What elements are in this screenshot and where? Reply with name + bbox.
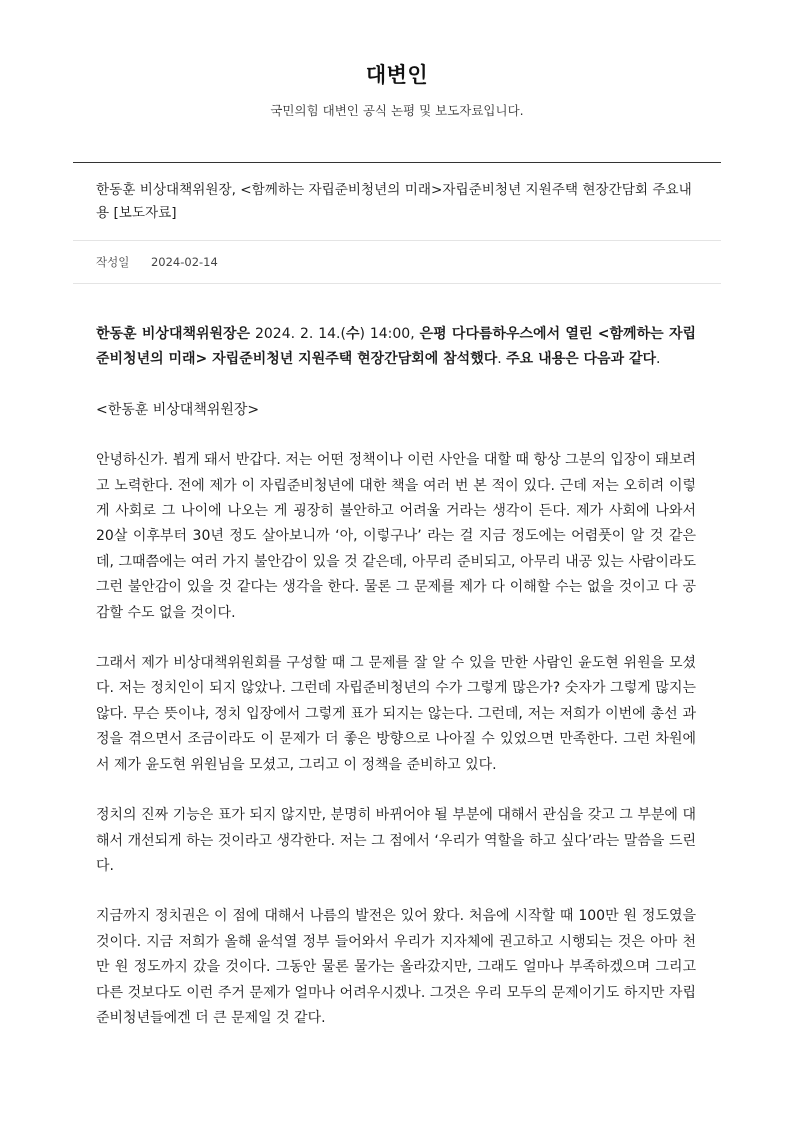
post-date: 2024-02-14 (150, 255, 218, 269)
intro-summary: 주요 내용은 다음과 같다 (506, 351, 657, 368)
intro-time: ) 14:00, (359, 326, 420, 342)
meta-divider (73, 283, 721, 284)
intro-weekday: 수 (345, 326, 360, 342)
body-paragraph-4: 지금까지 정치권은 이 점에 대해서 나름의 발전은 있어 왔다. 처음에 시작할 때 100만 원 정도였을 것이다. 지금 저희가 올해 윤석열 정부 들어와서 우리가 지자체에 권고하고 시행되는 것은 아마 천만 원 정도까지 갔을 것이다. 그동안 물론 물가는 올라갔지만, 그래도 얼마나 부족하겠으며 그리고 다른 것보다도 이런 주거 문제가 얼마나 어려우시겠나. 그것은 우리 모두의 문제이기도 하지만 자립준비청년들에겐 더 큰 문제일 것 같다. (96, 908, 696, 1026)
body-paragraph-1: 안녕하신가. 뵙게 돼서 반갑다. 저는 어떤 정책이나 이런 사안을 대할 때 항상 그분의 입장이 돼보려고 노력한다. 전에 제가 이 자립준비청년에 대한 책을 여러 번 본 적이 있다. 근데 저는 오히려 이렇게 사회로 그 나이에 나오는 게 굉장히 불안하고 어려울 거라는 생각이 든다. 제가 사회에 나와서 20살 이후부터 30년 정도 살아보니까 ‘아, 이렇구나’ 라는 걸 지금 정도에는 어렴풋이 알 것 같은데, 그때쯤에는 여러 가지 불안감이 있을 것 같은데, 아무리 준비되고, 아무리 내공 있는 사람이라도 그런 불안감이 있을 것 같다는 생각을 한다. 물론 그 문제를 제가 다 이해할 수는 없을 것이고 다 공감할 수도 없을 것이다. (96, 452, 696, 621)
intro-paragraph (96, 322, 696, 373)
intro-subject: 한동훈 비상대책위원장은 (96, 326, 251, 342)
intro-event: 은평 다다름하우스에서 열린 <함께하는 자립준비청년의 미래> 자립준비청년 지원주택 현장간담회에 참석했다 (96, 326, 696, 368)
date-label: 작성일 (96, 255, 130, 269)
speaker-heading: <한동훈 비상대책위원장> (96, 401, 260, 418)
site-subtitle: 국민의힘 대변인 공식 논평 및 보도자료입니다. (270, 103, 524, 118)
body-paragraph-2: 그래서 제가 비상대책위원회를 구성할 때 그 문제를 잘 알 수 있을 만한 사람인 윤도현 위원을 모셨다. 저는 정치인이 되지 않았나. 그런데 자립준비청년의 수가 그렇게 많은가? 숫자가 그렇게 많지는 않다. 무슨 뜻이냐, 정치 입장에서 그렇게 표가 되지는 않는다. 그런데, 저는 저희가 이번에 총선 과정을 겪으면서 조금이라도 이 문제가 더 좋은 방향으로 나아질 수 있었으면 만족한다. 그런 차원에서 제가 윤도현 위원님을 모셨고, 그리고 이 정책을 준비하고 있다. (96, 655, 696, 773)
body-paragraph-3: 정치의 진짜 기능은 표가 되지 않지만, 분명히 바뀌어야 될 부분에 대해서 관심을 갖고 그 부분에 대해서 개선되게 하는 것이라고 생각한다. 저는 그 점에서 ‘우리가 역할을 하고 싶다’라는 말씀을 드린다. (96, 807, 696, 874)
intro-period: . (497, 351, 507, 368)
intro-end: . (656, 351, 661, 368)
title-divider (73, 240, 721, 241)
post-meta (96, 252, 218, 272)
header-divider (73, 162, 721, 163)
article-body (96, 322, 696, 1056)
post-title: 한동훈 비상대책위원장, <함께하는 자립준비청년의 미래>자립준비청년 지원주택 현장간담회 주요내용 [보도자료] (96, 182, 692, 221)
intro-date: 2024. 2. 14.( (250, 326, 346, 342)
site-title[interactable]: 대변인 (365, 63, 429, 87)
